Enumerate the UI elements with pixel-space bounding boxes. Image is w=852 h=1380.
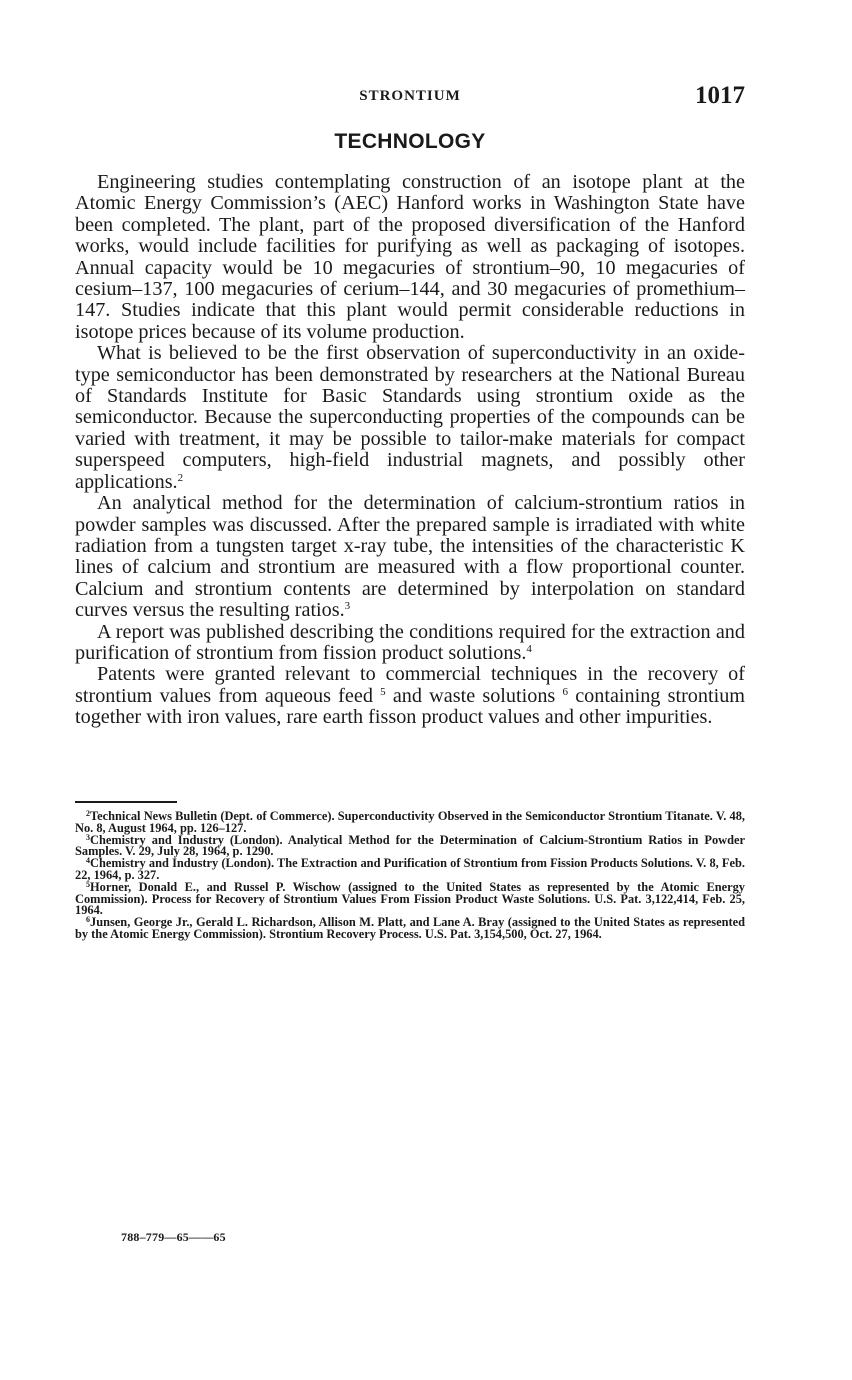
footnote-number: 3 <box>86 832 90 842</box>
running-title: STRONTIUM <box>359 88 461 104</box>
paragraph-text: containing strontium together with iron values, rare earth fisson product values and other impurities. <box>75 684 746 729</box>
running-head <box>75 84 745 110</box>
paragraph-text: Engineering studies contemplating construction of an isotope plant at the Atomic Energy Commission’s (AEC) Hanford works in Washington State have been completed. The plant, part of the proposed diversification of the Hanford works, would include facilities for purifying as well as packaging of isotopes. Annual capacity would be 10 megacuries of strontium–90, 10 megacuries of cesium–137, 100 megacuries of cerium–144, and 30 megacuries of promethium–147. Studies indicate that this plant would permit considerable reductions in isotope prices because of its volume production. <box>75 171 745 343</box>
paragraph <box>75 493 745 621</box>
paragraph <box>75 343 745 493</box>
paragraph <box>75 172 745 343</box>
footnote-number: 5 <box>86 879 90 889</box>
footnote-ref: 2 <box>177 471 184 484</box>
footnote-ref: 5 <box>380 685 386 698</box>
paragraph-text: What is believed to be the first observation of superconductivity in an oxide-type semiconductor has been demonstrated by researchers at the National Bureau of Standards Institute for Basic Standards using strontium oxide as the semiconductor. Because the superconducting properties of the compounds can be varied with treatment, it may be possible to tailor-make materials for compact superspeed computers, high-field industrial magnets, and possibly other applications. <box>75 342 745 493</box>
section-title: TECHNOLOGY <box>334 130 486 153</box>
footnote-number: 6 <box>86 915 90 925</box>
footnote-text: Junsen, George Jr., Gerald L. Richardson, Allison M. Platt, and Lane A. Bray (assigned to the United States as represented by the Atomic Energy Commission). Strontium Recovery Process. U.S. Pat. 3,154,500, Oct. 27, 1964. <box>75 915 745 941</box>
footnote-text: Technical News Bulletin (Dept. of Commerce). Superconductivity Observed in the Semiconductor Strontium Titanate. V. 48, No. 8, August 1964, pp. 126–127. <box>75 809 745 835</box>
footnote-ref: 6 <box>562 685 568 698</box>
page-number: 1017 <box>695 82 745 109</box>
paragraph <box>75 622 745 665</box>
footnote-number: 4 <box>86 856 90 866</box>
paragraph <box>75 664 745 728</box>
paragraph-text: and waste solutions <box>385 684 563 707</box>
footnote-ref: 4 <box>526 642 532 655</box>
body-text <box>75 172 745 729</box>
printer-imprint: 788–779—65——65 <box>121 1230 226 1244</box>
footnote <box>75 832 745 859</box>
footnote <box>75 811 745 835</box>
footnote <box>75 858 745 882</box>
footnote-text: Chemistry and Industry (London). Analytical Method for the Determination of Calcium-Strontium Ratios in Powder Samples. V. 29, July 28, 1964, p. 1290. <box>75 832 745 859</box>
footnote-text: Horner, Donald E., and Russel P. Wischow (assigned to the United States as represented by the Atomic Energy Commission). Process for Recovery of Strontium Values From Fission Product Waste Solutions. U.S. Pat. 3,122,414, Feb. 25, 1964. <box>75 879 745 918</box>
footnote-number: 2 <box>86 809 90 818</box>
footnote-text: Chemistry and Industry (London). The Extraction and Purification of Strontium from Fission Products Solutions. V. 8, Feb. 22, 1964, p. 327. <box>75 856 745 882</box>
paragraph-text: Patents were granted relevant to commercial techniques in the recovery of strontium values from aqueous feed <box>75 663 745 707</box>
paragraph-text: A report was published describing the conditions required for the extraction and purification of strontium from fission product solutions. <box>75 620 745 664</box>
footnote <box>75 879 745 918</box>
footnotes <box>75 811 745 941</box>
footnote <box>75 917 745 941</box>
footnote-divider <box>75 801 177 803</box>
footnote-ref: 3 <box>344 600 351 613</box>
paragraph-text: An analytical method for the determination of calcium-strontium ratios in powder samples was discussed. After the prepared sample is irradiated with white radiation from a tungsten target x-ray tube, the intensities of the characteristic K lines of calcium and strontium are measured with a flow proportional counter. Calcium and strontium contents are determined by interpolation on standard curves versus the resulting ratios. <box>75 492 745 622</box>
